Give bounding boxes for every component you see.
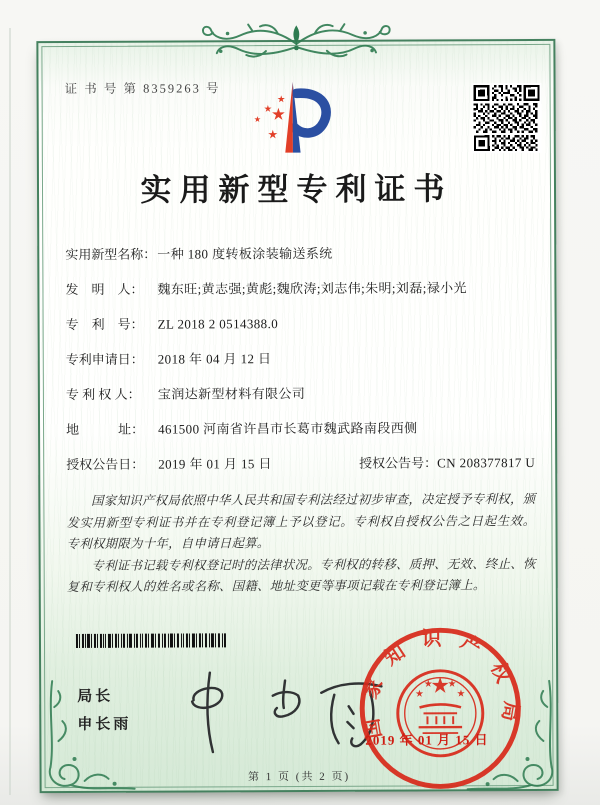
field-row-inventors bbox=[65, 277, 534, 300]
logo-stars bbox=[254, 95, 285, 138]
certificate-number: 证 书 号 第 8359263 号 bbox=[64, 81, 221, 97]
field-row-patentee bbox=[66, 382, 535, 405]
field-value: 一种 180 度转板涂装输送系统 bbox=[157, 245, 333, 262]
field-label: 授权公告日： bbox=[66, 456, 145, 473]
page-number: 第 1 页 (共 2 页) bbox=[248, 770, 351, 784]
legal-paragraph: 专利证书记载专利权登记时的法律状况。专利权的转移、质押、无效、终止、恢复和专利权人的姓名或名称、国籍、地址变更等事项记载在专利登记簿上。 bbox=[66, 556, 536, 595]
field-label: 授权公告号： bbox=[359, 455, 438, 471]
field-row-patent-no bbox=[66, 312, 535, 335]
signer-title: 局长 bbox=[77, 687, 114, 705]
legal-paragraph: 国家知识产权局依照中华人民共和国专利法经过初步审查，决定授予专利权，颁发实用新型专利证书并在专利登记簿上予以登记。专利权自授权公告之日起生效。专利权期限为十年，自申请日起算。 bbox=[66, 491, 536, 552]
field-value: ZL 2018 2 0514388.0 bbox=[157, 316, 279, 332]
field-label: 专利申请日： bbox=[65, 351, 144, 368]
field-value: CN 208377817 U bbox=[437, 454, 536, 471]
field-label: 专 利 权 人： bbox=[65, 386, 141, 403]
certificate-fields bbox=[65, 242, 535, 489]
patent-certificate bbox=[36, 39, 558, 793]
seal-date: 2019 年 01 月 15 日 bbox=[365, 732, 489, 748]
field-value: 魏东旺;黄志强;黄彪;魏欣涛;刘志伟;朱明;刘磊;禄小光 bbox=[157, 280, 467, 297]
photo-page-edge bbox=[9, 28, 11, 795]
corner-flourish-icon bbox=[44, 681, 140, 791]
signer-name: 申长雨 bbox=[77, 715, 132, 733]
field-row-name bbox=[65, 242, 534, 265]
field-label: 地 址： bbox=[66, 421, 145, 438]
corner-flourish-icon bbox=[461, 681, 557, 791]
top-floral-ornament-icon bbox=[183, 21, 409, 68]
cnipa-logo-icon bbox=[247, 80, 343, 166]
legal-text bbox=[66, 489, 535, 599]
field-value: 461500 河南省许昌市长葛市魏武路南段西侧 bbox=[158, 420, 418, 437]
certificate-title: 实用新型专利证书 bbox=[140, 171, 453, 208]
field-row-filing-date bbox=[66, 347, 535, 370]
field-row-grant bbox=[66, 452, 535, 475]
field-label: 实用新型名称： bbox=[65, 246, 157, 263]
field-label: 发 明 人： bbox=[65, 281, 144, 298]
field-value: 宝润达新型材料有限公司 bbox=[157, 385, 306, 402]
seal-text: 国家知识产权局 bbox=[358, 628, 523, 741]
field-row-address bbox=[66, 417, 535, 440]
field-label: 专 利 号： bbox=[65, 316, 144, 333]
qr-code-icon bbox=[472, 83, 542, 153]
field-value: 2018 年 04 月 12 日 bbox=[157, 351, 272, 367]
field-value: 2019 年 01 月 15 日 bbox=[158, 456, 272, 472]
